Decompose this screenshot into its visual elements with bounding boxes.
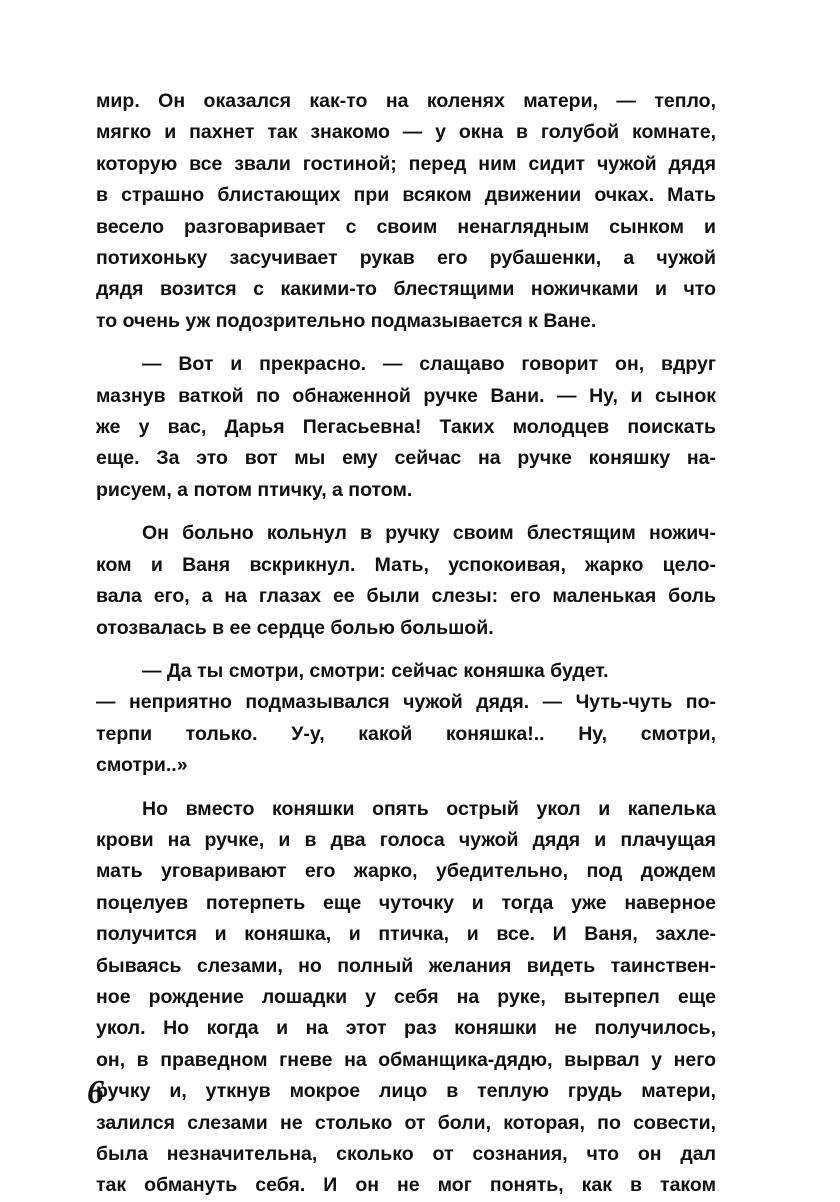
- text-line: так обмануть себя. И он не мог понять, как в таком: [96, 1174, 716, 1197]
- text-line: крови на ручке, и в два голоса чужой дядя и плачущая: [96, 828, 716, 851]
- text-line: отозвалась в ее сердце болью большой.: [96, 616, 494, 639]
- text-line: ком и Ваня вскрикнул. Мать, успокоивая, жарко цело-: [96, 553, 716, 576]
- text-line: была незначительна, сколько от сознания, что он дал: [96, 1143, 716, 1165]
- paragraph-2: [96, 349, 716, 506]
- page-number: 6: [87, 1074, 104, 1111]
- text-line: терпи только. У-у, какой коняшка!.. Ну, смотри,: [96, 722, 716, 745]
- text-line: ручку и, уткнув мокрое лицо в теплую грудь матери,: [96, 1080, 716, 1103]
- text-line: — Да ты смотри, смотри: сейчас коняшка будет.: [142, 659, 609, 682]
- text-line: вала его, а на глазах ее были слезы: его маленькая боль: [96, 585, 716, 608]
- text-line: укол. Но когда и на этот раз коняшки не получилось,: [96, 1017, 716, 1040]
- text-line: — неприятно подмазывался чужой дядя. — Чуть-чуть по-: [96, 691, 716, 714]
- text-line: мир. Он оказался как-то на коленях матери, — тепло,: [96, 90, 716, 112]
- text-line: еще. За это вот мы ему сейчас на ручке коняшку на-: [96, 447, 716, 470]
- text-line: мягко и пахнет так знакомо — у окна в голубой комнате,: [96, 121, 716, 144]
- text-line: которую все звали гостиной; перед ним сидит чужой дядя: [96, 152, 716, 175]
- text-line: Но вместо коняшки опять острый укол и капелька: [142, 797, 716, 820]
- text-line: он, в праведном гневе на обманщика-дядю, вырвал у него: [96, 1048, 716, 1071]
- paragraph-1: [96, 86, 716, 337]
- text-line: дядя возится с какими-то блестящими ножичками и что: [96, 278, 716, 301]
- text-line: весело разговаривает с своим ненаглядным сынком и: [96, 215, 716, 238]
- text-line: залился слезами не столько от боли, которая, по совести,: [96, 1111, 716, 1134]
- text-line: то очень уж подозрительно подмазывается к Ване.: [96, 309, 597, 332]
- text-line: Он больно кольнул в ручку своим блестящим ножич-: [142, 522, 716, 545]
- text-line: мазнув ваткой по обнаженной ручке Вани. — Ну, и сынок: [96, 384, 716, 407]
- text-line: мать уговаривают его жарко, убедительно, под дождем: [96, 860, 716, 883]
- text-line: бываясь слезами, но полный желания видеть таинствен-: [96, 954, 716, 977]
- text-line: получится и коняшка, и птичка, и все. И Ваня, захле-: [96, 923, 716, 946]
- paragraph-3: [96, 518, 716, 644]
- text-line: смотри..»: [96, 754, 188, 777]
- text-line: потихоньку засучивает рукав его рубашенки, а чужой: [96, 247, 716, 270]
- paragraph-4: [96, 656, 716, 782]
- text-line: же у вас, Дарья Пегасьевна! Таких молодцев поискать: [96, 416, 716, 439]
- text-line: в страшно блистающих при всяком движении очках. Мать: [96, 184, 716, 207]
- text-line: поцелуев потерпеть еще чуточку и тогда уже наверное: [96, 891, 716, 914]
- text-line: ное рождение лошадки у себя на руке, вытерпел еще: [96, 985, 716, 1008]
- page-text: [96, 86, 716, 1202]
- text-line: — Вот и прекрасно. — слащаво говорит он, вдруг: [142, 353, 716, 376]
- text-line: рисуем, а потом птичку, а потом.: [96, 478, 413, 501]
- paragraph-5: [96, 794, 716, 1202]
